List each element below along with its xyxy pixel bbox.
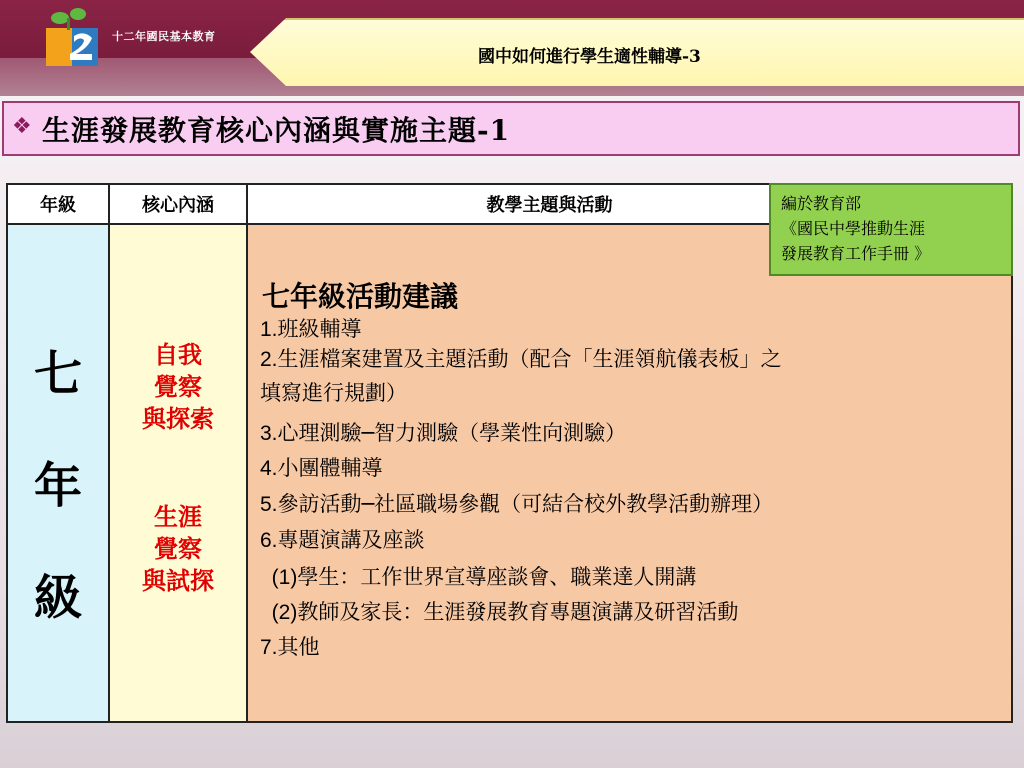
- grade-char: 七: [33, 346, 82, 402]
- activity-item: [260, 633, 320, 662]
- activities-cell: [248, 225, 1011, 721]
- activity-number: 7.: [260, 636, 278, 659]
- activity-text: 學生：工作世界宣導座談會、職業達人開講: [297, 565, 697, 589]
- activity-number: 2.: [260, 348, 278, 371]
- activity-item: [260, 598, 738, 627]
- page-title: 國中如何進行學生適性輔導-3: [478, 47, 701, 67]
- column-header-core: 核心內涵: [110, 185, 248, 225]
- activity-text: 填寫進行規劃）: [260, 381, 407, 405]
- activity-number: 3.: [260, 422, 278, 445]
- activity-item: [260, 563, 696, 592]
- core-item: 自我: [154, 340, 202, 369]
- activity-item: [260, 419, 626, 448]
- activity-text: 參訪活動─社區職場參觀（可結合校外教學活動辦理）: [277, 492, 774, 516]
- activity-text: 班級輔導: [277, 317, 362, 341]
- activity-number: (2): [260, 601, 298, 624]
- brand-name: 十二年國民基本教育: [112, 30, 216, 43]
- activity-item: [260, 315, 362, 344]
- grade-char: 年: [33, 458, 82, 514]
- activity-text: 小團體輔導: [277, 456, 383, 480]
- activity-text: 生涯檔案建置及主題活動（配合「生涯領航儀表板」之: [277, 347, 782, 371]
- activity-number: 5.: [260, 493, 278, 516]
- grade-char: 級: [33, 570, 82, 626]
- grade-cell: [8, 225, 110, 721]
- core-item: 覺察: [154, 534, 202, 563]
- core-item: 與試探: [142, 566, 214, 595]
- activity-number: 4.: [260, 457, 278, 480]
- core-item: 覺察: [154, 372, 202, 401]
- activity-title: 七年級活動建議: [262, 280, 459, 313]
- activity-item: [260, 526, 425, 555]
- activity-item: [260, 379, 407, 408]
- core-item: 生涯: [154, 502, 202, 531]
- column-header-grade: 年級: [8, 185, 110, 225]
- column-header-activities-label: 教學主題與活動: [486, 195, 613, 216]
- activity-item: [260, 345, 782, 374]
- diamond-bullet-icon: ❖: [12, 114, 32, 139]
- core-content-cell: [110, 225, 248, 721]
- activity-text: 專題演講及座談: [277, 528, 425, 552]
- activity-text: 教師及家長：生涯發展教育專題演講及研習活動: [297, 600, 739, 624]
- activity-number: 1.: [260, 318, 278, 341]
- source-note: [769, 183, 1013, 276]
- section-heading: 生涯發展教育核心內涵與實施主題-1: [42, 114, 511, 147]
- note-line: 發展教育工作手冊 》: [781, 244, 931, 263]
- education-logo-icon: [40, 6, 110, 72]
- note-line: 《國民中學推動生涯: [781, 219, 926, 238]
- activity-item: [260, 454, 383, 483]
- activity-item: [260, 490, 773, 519]
- activity-text: 其他: [277, 635, 320, 659]
- core-item: 與探索: [142, 404, 214, 433]
- activity-number: 6.: [260, 529, 278, 552]
- activity-number: (1): [260, 566, 298, 589]
- activity-text: 心理測驗─智力測驗（學業性向測驗）: [277, 421, 627, 445]
- note-line: 編於教育部: [781, 194, 862, 213]
